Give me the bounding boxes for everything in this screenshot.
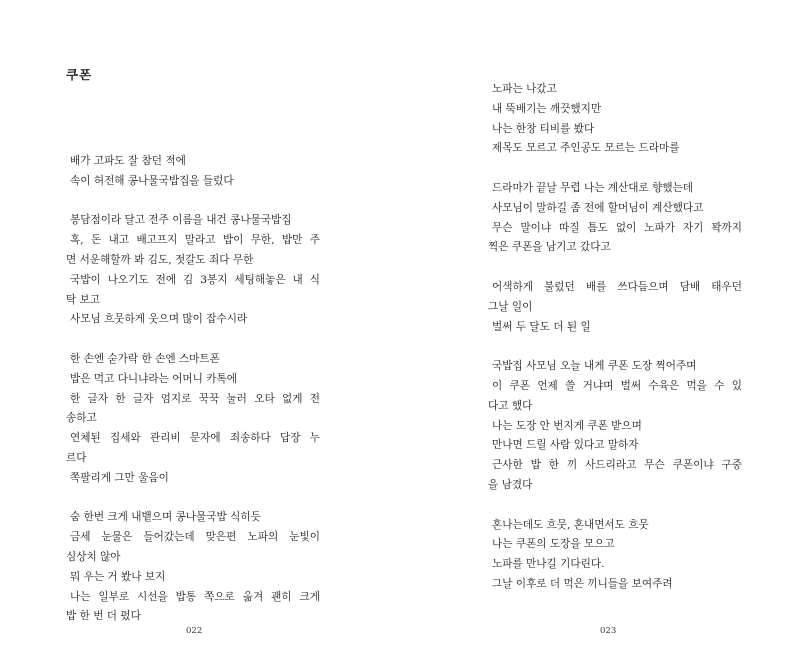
poem-line: 속이 허전해 콩나물국밥집을 들렀다 xyxy=(70,174,234,187)
poem-line: 국밥이 나오기도 전에 김 3봉지 세팅해놓은 내 식 xyxy=(70,273,320,286)
poem-line: 심상치 않아 xyxy=(66,550,121,563)
poem-line: 벌써 두 달도 더 된 일 xyxy=(492,320,591,333)
poem-line: 쪽팔리게 그만 울음이 xyxy=(70,471,169,484)
stanza xyxy=(488,80,742,159)
poem-line: 연체된 집세와 관리비 문자에 죄송하다 답장 누 xyxy=(70,432,320,445)
poem-line: 근사한 밥 한 끼 사드리라고 무슨 쿠폰이냐 구중 xyxy=(492,459,742,472)
poem-line: 내 뚝배기는 깨끗했지만 xyxy=(492,102,602,115)
poem-line: 면 서운해할까 봐 김도, 젓갈도 죄다 무한 xyxy=(66,253,254,266)
stanza xyxy=(488,516,742,595)
stanza xyxy=(66,508,320,627)
poem-line: 노파는 나갔고 xyxy=(492,83,557,95)
poem-line: 르다 xyxy=(66,451,87,464)
right-poem-body xyxy=(488,80,742,595)
poem-line: 송하고 xyxy=(66,412,97,425)
poem-line: 한 손엔 숟가락 한 손엔 스마트폰 xyxy=(70,352,220,365)
poem-line: 나는 도장 안 번지게 쿠폰 받으며 xyxy=(492,419,642,432)
poem-line: 을 남겼다 xyxy=(488,478,533,491)
stanza xyxy=(66,211,320,330)
poem-line: 탁 보고 xyxy=(66,293,101,306)
poem-line: 사모님이 말하길 좀 전에 할머님이 계산했다고 xyxy=(492,201,704,214)
poem-line: 다고 했다 xyxy=(488,399,533,412)
poem-line: 제목도 모르고 주인공도 모르는 드라마를 xyxy=(492,142,680,155)
poem-line: 나는 일부로 시선을 밥통 쪽으로 옮겨 괜히 크게 xyxy=(70,590,320,603)
poem-line: 금세 눈물은 들어갔는데 맞은편 노파의 눈빛이 xyxy=(70,531,320,544)
poem-line: 나는 쿠폰의 도장을 모으고 xyxy=(492,538,615,551)
poem-line: 드라마가 끝날 무렵 나는 계산대로 향했는데 xyxy=(492,181,694,194)
poem-line: 혹, 돈 내고 배고프지 말라고 밥이 무한, 밥만 주 xyxy=(70,234,320,247)
poem-line: 어색하게 불렀던 배를 쓰다듬으며 담배 태우던 xyxy=(492,280,742,293)
poem-line: 숨 한번 크게 내뱉으며 콩나물국밥 식히듯 xyxy=(70,511,261,524)
left-poem-body xyxy=(66,152,320,627)
stanza xyxy=(488,278,742,337)
poem-line: 사모님 흐뭇하게 웃으며 많이 잡수시라 xyxy=(70,313,248,326)
poem-line: 만나면 드릴 사람 있다고 말하자 xyxy=(492,439,639,452)
poem-line: 무슨 말이냐 따질 틈도 없이 노파가 자기 꽉까지 xyxy=(492,221,742,234)
poem-line: 밥은 먹고 다니냐라는 어머니 카톡에 xyxy=(70,372,237,385)
poem-line: 그날 이후로 더 먹은 끼니들을 보여주려 xyxy=(492,577,673,590)
poem-title: 쿠폰 xyxy=(66,67,93,82)
stanza xyxy=(488,357,742,496)
stanza xyxy=(66,152,320,192)
poem-line: 한 글자 한 글자 엄지로 꾹꾹 눌러 오타 없게 전 xyxy=(70,392,320,405)
page-number: 023 xyxy=(600,626,617,636)
poem-line: 봉담점이라 달고 전주 이름을 내건 콩나물국밥집 xyxy=(70,214,292,227)
poem-line: 찍은 쿠폰을 남기고 갔다고 xyxy=(488,241,611,254)
stanza xyxy=(66,350,320,489)
poem-line: 노파를 만나길 기다린다. xyxy=(492,558,605,571)
stanza xyxy=(488,179,742,258)
poem-line: 나는 한창 티비를 봤다 xyxy=(492,122,595,135)
poem-line: 뭐 우는 거 봤나 보지 xyxy=(70,570,166,583)
right-page xyxy=(400,0,800,649)
poem-line: 이 쿠폰 언제 쓸 거냐며 벌써 수육은 먹을 수 있 xyxy=(492,379,742,392)
page-number: 022 xyxy=(186,626,203,636)
poem-line: 그날 일이 xyxy=(488,300,533,313)
poem-line: 밥 한 번 더 펐다 xyxy=(66,610,141,623)
poem-line: 국밥집 사모님 오늘 내게 쿠폰 도장 찍어주며 xyxy=(492,360,697,373)
poem-line: 배가 고파도 잘 참던 적에 xyxy=(70,155,186,167)
poem-line: 혼나는데도 흐뭇, 혼내면서도 흐뭇 xyxy=(492,518,649,531)
